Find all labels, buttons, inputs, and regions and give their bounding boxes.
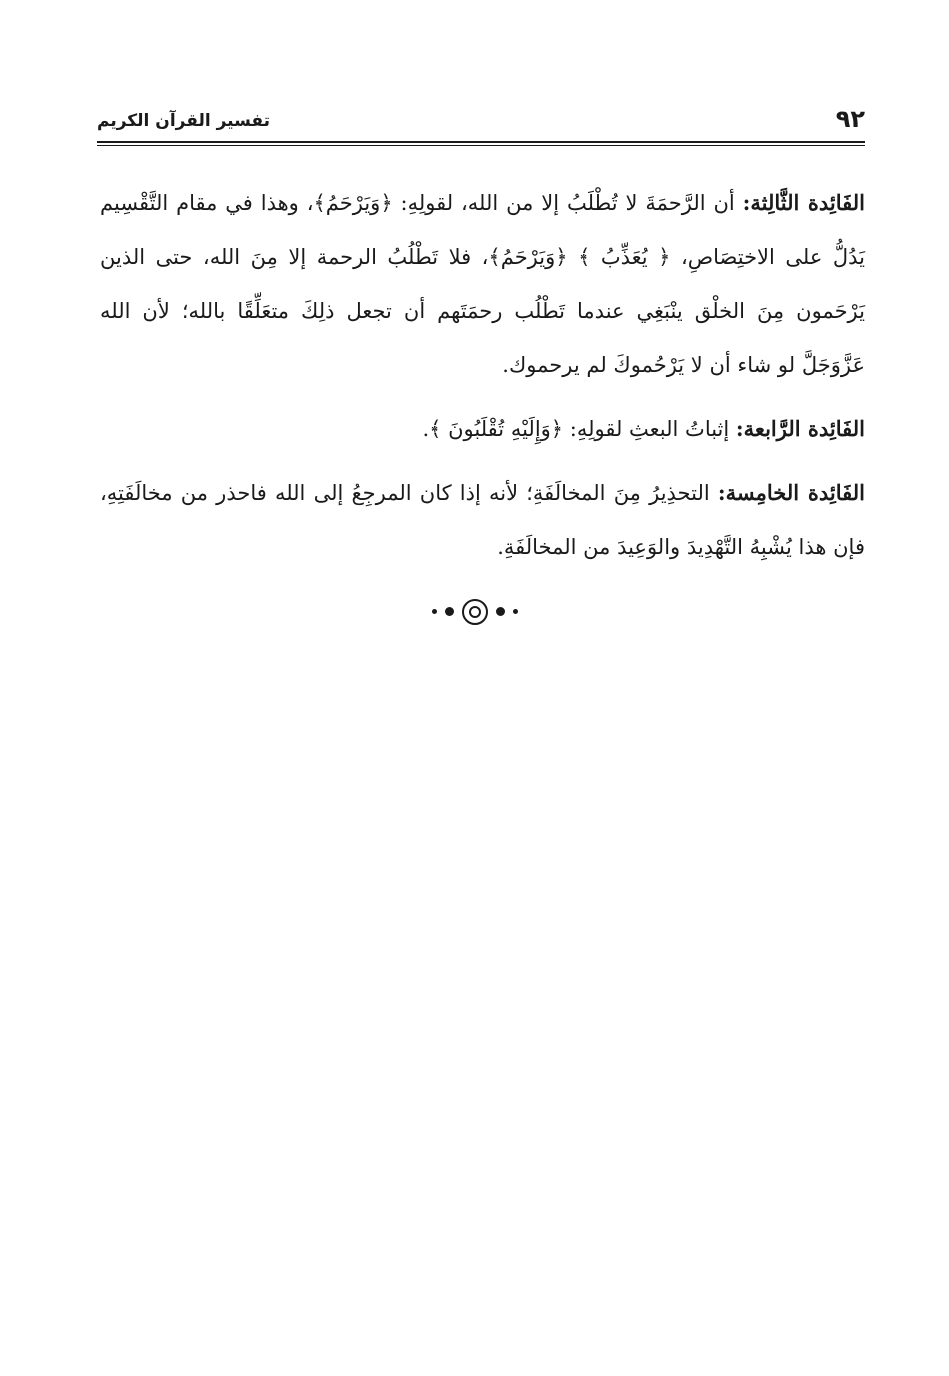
dot-icon [496, 607, 505, 616]
header-rule-thin [97, 145, 865, 146]
body-text [100, 176, 865, 584]
running-title: تفسير القرآن الكريم [97, 111, 271, 131]
paragraph-benefit-5 [100, 466, 865, 574]
paragraph-text: إثباتُ البعثِ لقولِهِ: ﴿وَإِلَيْهِ تُقْلَبُونَ ﴾. [422, 417, 736, 441]
page-number: ٩٢ [835, 105, 865, 133]
paragraph-lead: الفَائِدة الثَّالِثة: [742, 190, 865, 215]
paragraph-benefit-4 [100, 402, 865, 456]
paragraph-text: أن الرَّحمَةَ لا تُطْلَبُ إلا من الله، لقولِهِ: ﴿وَيَرْحَمُ﴾، وهذا في مقام التَّقْسِيم يَدُلُّ على الاختِصَاصِ، ﴿ يُعَذِّبُ ﴾ ﴿وَيَرْحَمُ﴾، فلا تَطْلُبُ الرحمة إلا مِنَ الله، حتى الذين يَرْحَمون مِنَ الخلْق ينْبَغِي عندما تَطْلُب رحمَتَهم أن تجعل ذلِكَ متعَلِّقًا بالله؛ لأن الله عَزَّوَجَلَّ لو شاء أن لا يَرْحُموكَ لم يرحموك. [100, 191, 865, 377]
page-header [97, 104, 865, 138]
dot-icon [513, 609, 518, 614]
flower-ornament-icon [462, 599, 488, 625]
dot-icon [432, 609, 437, 614]
section-end-ornament [0, 596, 949, 626]
paragraph-text: التحذِيرُ مِنَ المخالَفَةِ؛ لأنه إذا كان المرجِعُ إلى الله فاحذر من مخالَفَتِهِ، فإن هذا يُشْبِهُ التَّهْدِيدَ والوَعِيدَ من المخالَفَةِ. [100, 481, 865, 559]
paragraph-benefit-3 [100, 176, 865, 392]
header-rule [97, 141, 865, 143]
paragraph-lead: الفَائِدة الخامِسة: [717, 480, 865, 505]
paragraph-lead: الفَائِدة الرَّابعة: [735, 416, 865, 441]
dot-icon [445, 607, 454, 616]
